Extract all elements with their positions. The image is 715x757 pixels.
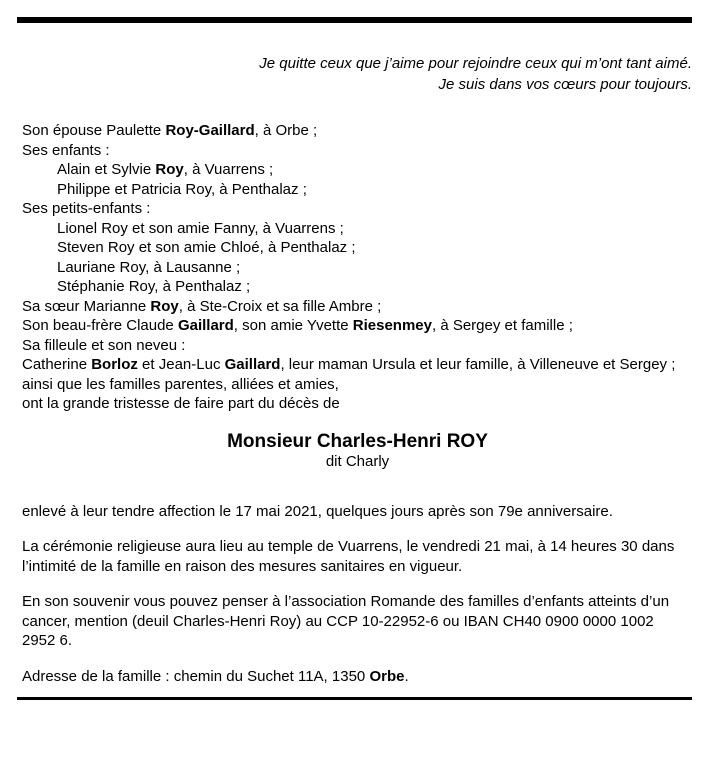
text-segment: , à Orbe ;: [254, 122, 318, 139]
family-line: [22, 141, 677, 161]
text-segment: Gaillard: [224, 356, 281, 373]
text-segment: Gaillard: [177, 317, 234, 334]
text-segment: .: [404, 667, 409, 685]
text-segment: , leur maman Ursula et leur famille, à Villeneuve et Sergey ;: [280, 356, 676, 373]
family-list: [0, 121, 715, 414]
family-line: [22, 199, 677, 219]
text-segment: Lauriane Roy, à Lausanne ;: [57, 258, 241, 276]
family-line: [22, 375, 677, 395]
text-segment: ont la grande tristesse de faire part du décès de: [22, 395, 340, 412]
paragraph: [22, 667, 677, 687]
announcement-paragraphs: [0, 502, 715, 687]
family-line: [22, 258, 677, 278]
family-line: [22, 394, 677, 414]
text-segment: Roy-Gaillard: [165, 122, 255, 139]
text-segment: enlevé à leur tendre affection le 17 mai 2021, quelques jours après son 79e anniversaire.: [22, 502, 613, 520]
epigraph-line-2: Je suis dans vos cœurs pour toujours.: [438, 76, 692, 93]
text-segment: Sa filleule et son neveu :: [22, 336, 186, 354]
text-segment: Riesenmey: [352, 317, 432, 334]
bottom-rule: [17, 697, 692, 700]
family-line: [22, 316, 677, 336]
top-rule: [17, 17, 692, 23]
text-segment: Lionel Roy et son amie Fanny, à Vuarrens ;: [57, 219, 344, 237]
family-line: [22, 219, 677, 239]
epigraph-line-1: Je quitte ceux que j’aime pour rejoindre ceux qui m’ont tant aimé.: [259, 55, 692, 72]
text-segment: Orbe: [369, 667, 405, 685]
text-segment: et Jean-Luc: [137, 356, 225, 373]
family-line: [22, 297, 677, 317]
text-segment: , son amie Yvette: [233, 317, 353, 334]
text-segment: , à Sergey et famille ;: [431, 317, 573, 334]
epigraph: [0, 53, 715, 95]
text-segment: Stéphanie Roy, à Penthalaz ;: [57, 278, 251, 295]
text-segment: Ses enfants :: [22, 141, 110, 159]
paragraph: [22, 502, 677, 522]
family-line: [22, 238, 677, 258]
text-segment: , à Vuarrens ;: [183, 161, 274, 178]
family-line: [22, 336, 677, 356]
text-segment: Son beau-frère Claude: [22, 317, 178, 334]
family-line: [22, 160, 677, 180]
family-line: [22, 277, 677, 297]
text-segment: Borloz: [91, 356, 138, 373]
text-segment: La cérémonie religieuse aura lieu au temple de Vuarrens, le vendredi 21 mai, à 14 heures 30 dans l’intimité de la famille en raison des mesures sanitaires en vigueur.: [22, 538, 675, 575]
text-segment: En son souvenir vous pouvez penser à l’association Romande des familles d’enfants atteints d’un cancer, mention (deuil Charles-Henri Roy) au CCP 10-22952-6 ou IBAN CH40 0900 0000 1002 2952 6.: [22, 593, 670, 649]
text-segment: Alain et Sylvie: [57, 161, 156, 178]
deceased-block: [0, 431, 715, 471]
family-line: [22, 121, 677, 141]
text-segment: Philippe et Patricia Roy, à Penthalaz ;: [57, 180, 307, 198]
paragraph: [22, 592, 677, 651]
death-notice-page: [0, 17, 715, 757]
text-segment: Son épouse Paulette: [22, 122, 166, 139]
paragraph: [22, 537, 677, 576]
text-segment: Ses petits-enfants :: [22, 200, 151, 217]
text-segment: Steven Roy et son amie Chloé, à Penthalaz ;: [57, 239, 356, 256]
text-segment: Roy: [155, 161, 184, 178]
text-segment: Sa sœur Marianne: [22, 297, 151, 315]
deceased-alias: dit Charly: [325, 452, 390, 470]
text-segment: ainsi que les familles parentes, alliées et amies,: [22, 375, 339, 393]
text-segment: Adresse de la famille : chemin du Suchet 11A, 1350: [22, 667, 370, 685]
text-segment: , à Ste-Croix et sa fille Ambre ;: [178, 297, 382, 315]
text-segment: Catherine: [22, 356, 92, 373]
text-segment: Roy: [150, 297, 179, 315]
family-line: [22, 180, 677, 200]
family-line: [22, 355, 677, 375]
deceased-name: Monsieur Charles-Henri ROY: [227, 430, 488, 452]
